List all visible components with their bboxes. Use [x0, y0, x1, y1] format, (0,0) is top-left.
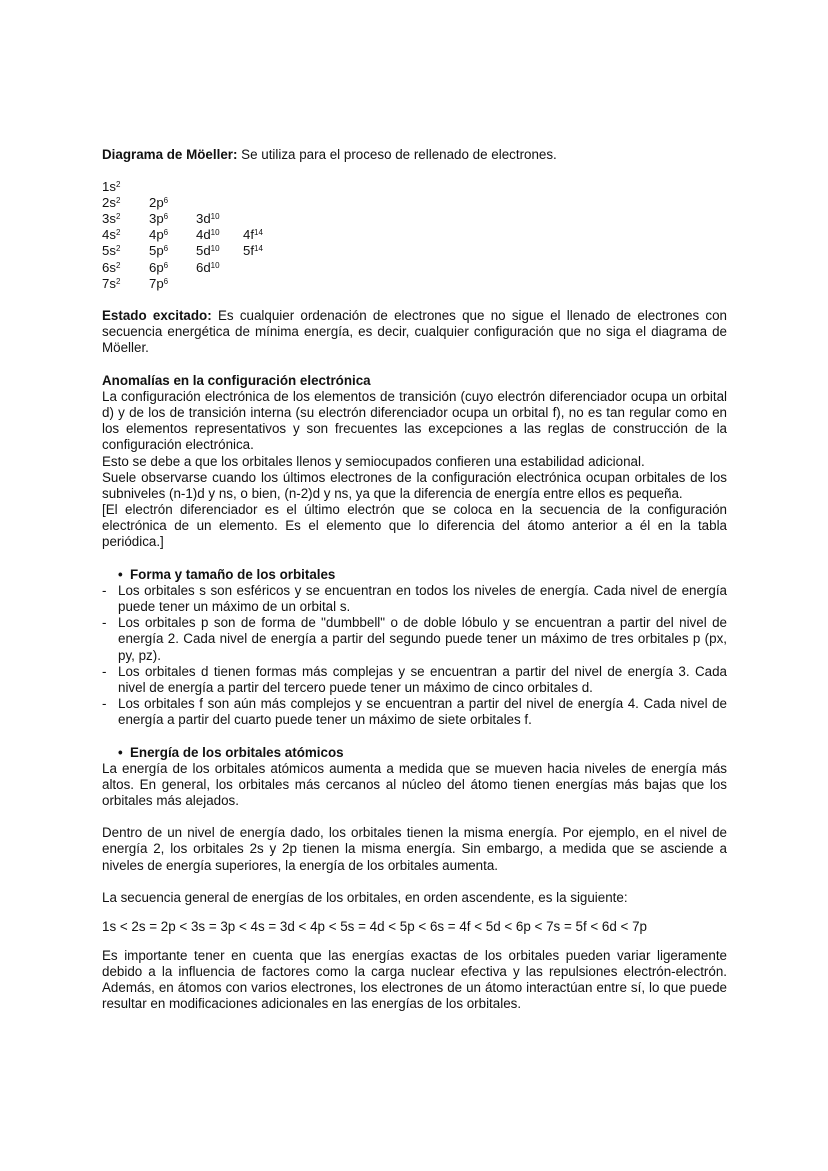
moeller-text: Se utiliza para el proceso de rellenado de electrones. — [237, 147, 557, 162]
orbital-cell: $2s^2$ — [102, 195, 121, 211]
moeller-row — [102, 243, 290, 259]
orbital-cell: $1s^2$ — [102, 179, 121, 195]
energy-heading — [102, 745, 727, 761]
dash-icon: - — [102, 663, 107, 679]
shapes-heading — [102, 567, 727, 583]
orbital-cell: $4p^6$ — [149, 227, 169, 243]
moeller-row — [102, 211, 290, 227]
list-item: - Los orbitales d tienen formas más complejas y se encuentran a partir del nivel de energía 3. Cada nivel de energía a partir del tercero puede tener un máximo de cinco orbitales d. — [102, 663, 727, 695]
bullet-icon: • — [118, 567, 123, 583]
energy-paragraph-1: La energía de los orbitales atómicos aumenta a medida que se mueven hacia niveles de energía más altos. En general, los orbitales más cercanos al núcleo del átomo tienen energías más bajas que los orbitales más alejados. — [102, 761, 727, 809]
moeller-row — [102, 179, 290, 195]
moeller-row — [102, 276, 290, 292]
moeller-diagram — [102, 179, 290, 292]
excited-state-title: Estado excitado: — [102, 307, 212, 323]
anomalies-title: Anomalías en la configuración electrónica — [102, 373, 371, 389]
moeller-row — [102, 260, 290, 276]
orbital-cell: $4s^2$ — [102, 227, 121, 243]
list-item: - Los orbitales f son aún más complejos y se encuentran a partir del nivel de energía 4. Cada nivel de energía a partir del cuarto puede tener un máximo de siete orbitales f. — [102, 695, 727, 727]
anomalies-paragraph-3: Suele observarse cuando los últimos electrones de la configuración electrónica ocupan orbitales de los subniveles (n-1)d y ns, o bien, (n-2)d y ns, ya que la diferencia de energía entre ellos es pequeña. — [102, 469, 727, 501]
anomalies-paragraph-2: Esto se debe a que los orbitales llenos y semiocupados confieren una estabilidad adicional. — [102, 453, 645, 469]
orbital-cell: $7p^6$ — [149, 275, 169, 291]
excited-state-text: Es cualquier ordenación de electrones que no sigue el llenado de electrones con secuencia energética de mínima energía, es decir, cualquier configuración que no siga el diagrama de Möeller. — [102, 307, 727, 355]
shapes-list — [102, 583, 727, 728]
list-item: - Los orbitales p son de forma de "dumbbell" o de doble lóbulo y se encuentran a partir del nivel de energía 2. Cada nivel de energía a partir del segundo puede tener un máximo de tres orbitales p (px, py, pz). — [102, 615, 727, 663]
energy-paragraph-3: La secuencia general de energías de los orbitales, en orden ascendente, es la siguiente: — [102, 889, 628, 905]
orbital-cell: $3s^2$ — [102, 211, 121, 227]
orbital-cell: $5f^{14}$ — [243, 243, 263, 259]
moeller-row — [102, 227, 290, 243]
moeller-row — [102, 195, 290, 211]
energy-paragraph-2: Dentro de un nivel de energía dado, los orbitales tienen la misma energía. Por ejemplo, en el nivel de energía 2, los orbitales 2s y 2p tienen la misma energía. Sin embargo, a medida que se asciende a niveles de energía superiores, la energía de los orbitales aumenta. — [102, 825, 727, 873]
anomalies-paragraph-4: [El electrón diferenciador es el último electrón que se coloca en la secuencia de la configuración electrónica de un elemento. Es el elemento que lo diferencia del átomo anterior a él en la tabla periódica.] — [102, 501, 727, 549]
excited-state-paragraph — [102, 308, 727, 356]
energy-paragraph-4: Es importante tener en cuenta que las energías exactas de los orbitales pueden variar ligeramente debido a la influencia de factores como la carga nuclear efectiva y las repulsiones electrón-electrón. Además, en átomos con varios electrones, los electrones de un átomo interactúan entre sí, lo que puede resultar en modificaciones adicionales en las energías de los orbitales. — [102, 947, 727, 1012]
orbital-cell: $5p^6$ — [149, 243, 169, 259]
shapes-title: Forma y tamaño de los orbitales — [130, 567, 336, 583]
dash-icon: - — [102, 695, 107, 711]
energy-title: Energía de los orbitales atómicos — [130, 745, 344, 760]
anomalies-paragraph-1: La configuración electrónica de los elementos de transición (cuyo electrón diferenciador ocupa un orbital d) y de los de transición interna (su electrón diferenciador ocupa un orbital f), no es tan regular como en los elementos representativos y son frecuentes las excepciones a las reglas de construcción de la configuración electrónica. — [102, 389, 727, 453]
orbital-cell: $5s^2$ — [102, 243, 121, 259]
orbital-cell: $3d^{10}$ — [196, 211, 220, 227]
orbital-cell: $6d^{10}$ — [196, 259, 220, 275]
orbital-cell: $4d^{10}$ — [196, 227, 220, 243]
orbital-cell: $4f^{14}$ — [243, 227, 263, 243]
dash-icon: - — [102, 583, 107, 599]
orbital-cell: $6p^6$ — [149, 259, 169, 275]
orbital-cell: $7s^2$ — [102, 275, 121, 291]
orbital-cell: $6s^2$ — [102, 259, 121, 275]
orbital-cell: $5d^{10}$ — [196, 243, 220, 259]
dash-icon: - — [102, 615, 107, 631]
bullet-icon: • — [118, 745, 123, 760]
list-item: - Los orbitales s son esféricos y se encuentran en todos los niveles de energía. Cada nivel de energía puede tener un máximo de un orbital s. — [102, 583, 727, 615]
orbital-cell: $3p^6$ — [149, 211, 169, 227]
moeller-heading — [102, 147, 727, 163]
energy-sequence: 1s < 2s = 2p < 3s = 3p < 4s = 3d < 4p < 5s = 4d < 5p < 6s = 4f < 5d < 6p < 7s = 5f < 6d < 7p — [102, 918, 647, 934]
moeller-title: Diagrama de Möeller: — [102, 147, 238, 162]
document-page — [102, 147, 727, 1012]
orbital-cell: $2p^6$ — [149, 195, 169, 211]
